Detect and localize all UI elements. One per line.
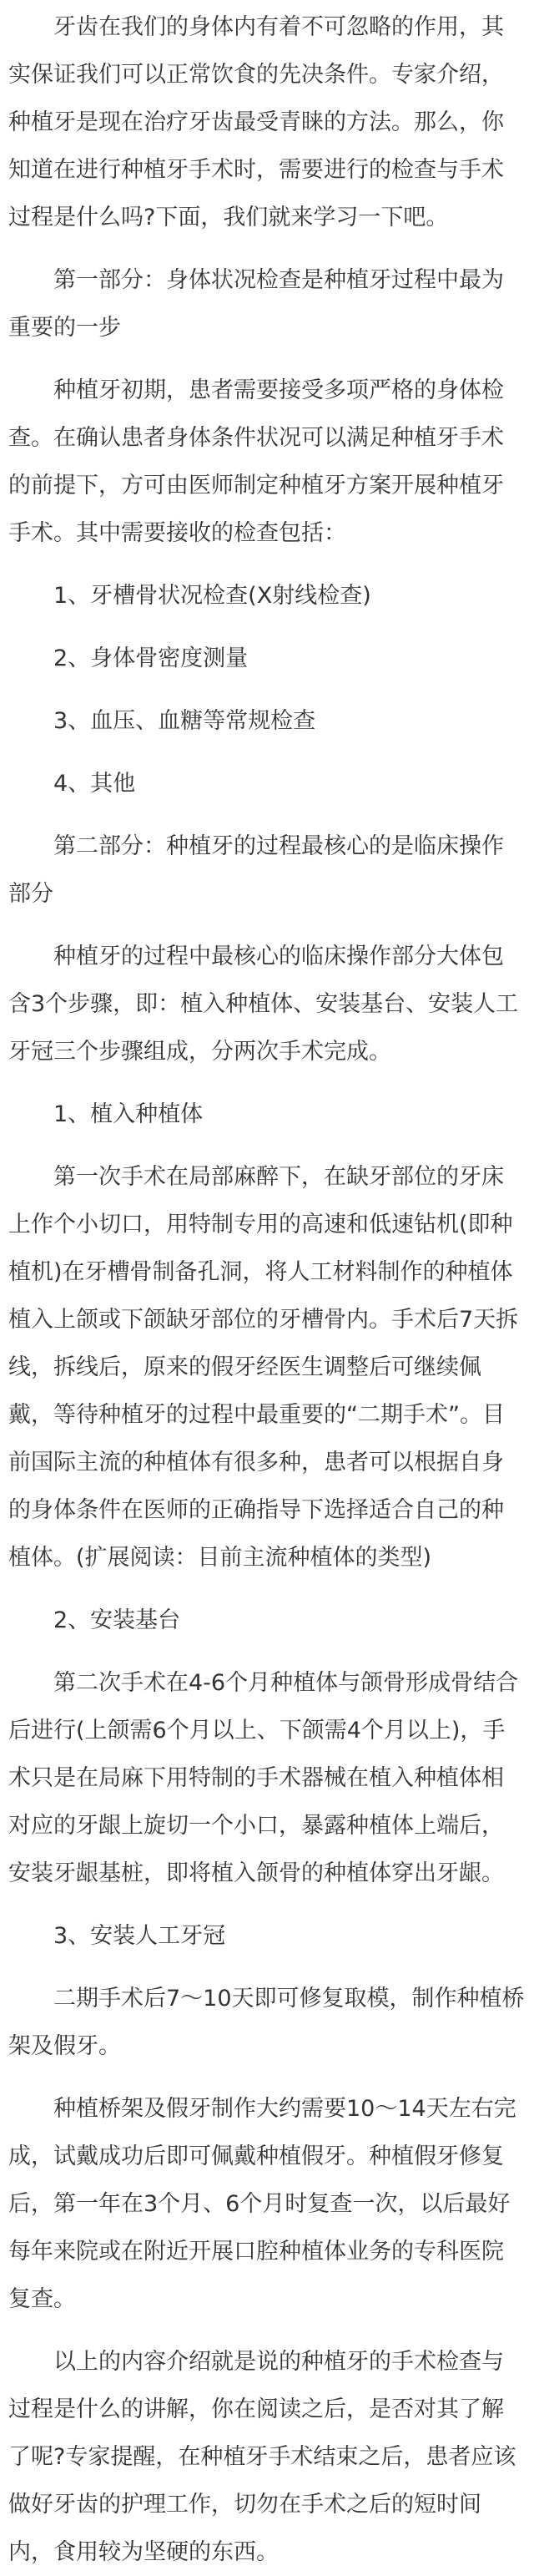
step-heading: 1、植入种植体 [53, 1101, 204, 1127]
list-item: 1、牙槽骨状况检查(X射线检查) [53, 583, 371, 609]
list-item: 3、血压、血糖等常规检查 [53, 708, 316, 734]
body-paragraph: 第一次手术在局部麻醉下，在缺牙部位的牙床上作个小切口，用特制专用的高速和低速钻机(即种植机)在牙槽骨制备孔洞，将人工材料制作的种植体植入上颌或下颌缺牙部位的牙槽骨内。手术后7天拆线，拆线后，原来的假牙经医生调整后可继续佩戴，等待种植牙的过程中最重要的“二期手术”。目前国际主流的种植体有很多种，患者可以根据自身的身体条件在医师的正确指导下选择适合自己的种植体。(扩展阅读：目前主流种植体的类型) [8, 1164, 519, 1571]
body-paragraph: 二期手术后7～10天即可修复取模，制作种植桥架及假牙。 [8, 1986, 525, 2059]
list-item: 2、身体骨密度测量 [53, 645, 249, 671]
body-paragraph: 种植桥架及假牙制作大约需要10～14天左右完成，试戴成功后即可佩戴种植假牙。种植假牙修复后，第一年在3个月、6个月时复查一次，以后最好每年来院或在附近开展口腔种植体业务的专科医院复查。 [8, 2096, 516, 2312]
section-heading-part-one: 第一部分：身体状况检查是种植牙过程中最为重要的一步 [8, 267, 504, 341]
body-paragraph: 种植牙初期，患者需要接受多项严格的身体检查。在确认患者身体条件状况可以满足种植牙手术的前提下，方可由医师制定种植牙方案开展种植牙手术。其中需要接收的检查包括： [8, 377, 504, 546]
step-heading: 3、安装人工牙冠 [53, 1923, 226, 1949]
section-heading-part-two: 第二部分：种植牙的过程最核心的是临床操作部分 [8, 833, 504, 907]
body-paragraph: 种植牙的过程中最核心的临床操作部分大体包含3个步骤，即：植入种植体、安装基台、安装人工牙冠三个步骤组成，分两次手术完成。 [8, 944, 519, 1065]
list-item: 4、其他 [53, 771, 136, 797]
body-paragraph: 第二次手术在4-6个月种植体与颌骨形成骨结合后进行(上颌需6个月以上、下颌需4个月以上)，手术只是在局麻下用特制的手术器械在植入种植体相对应的牙龈上旋切一个小口，暴露种植体上端后，安装牙龈基桩，即将植入颌骨的种植体穿出牙龈。 [8, 1670, 519, 1886]
conclusion-paragraph: 以上的内容介绍就是说的种植牙的手术检查与过程是什么的讲解，你在阅读之后，是否对其了解了呢?专家提醒，在种植牙手术结束之后，患者应该做好牙齿的护理工作，切勿在手术之后的短时间内，食用较为坚硬的东西。 [8, 2349, 516, 2565]
step-heading: 2、安装基台 [53, 1607, 181, 1633]
intro-paragraph: 牙齿在我们的身体内有着不可忽略的作用，其实保证我们可以正常饮食的先决条件。专家介绍，种植牙是现在治疗牙齿最受青睐的方法。那么，你知道在进行种植牙手术时，需要进行的检查与手术过程是什么吗?下面，我们就来学习一下吧。 [8, 14, 504, 230]
